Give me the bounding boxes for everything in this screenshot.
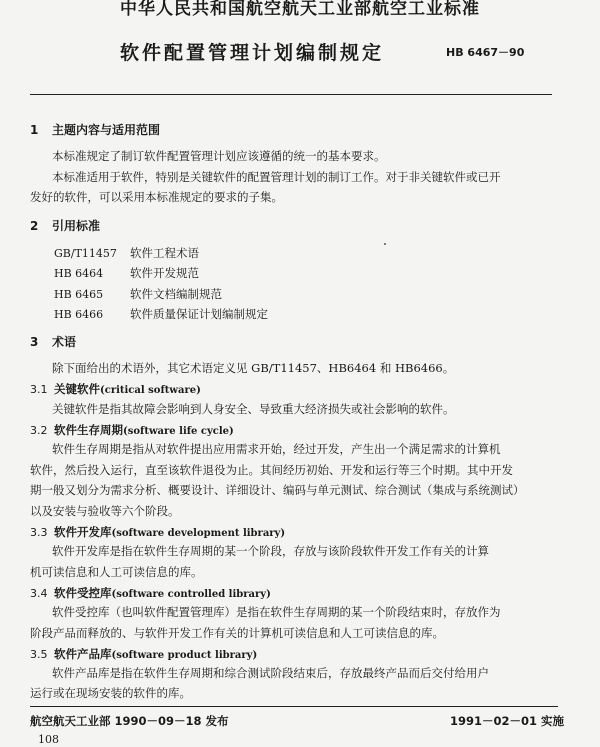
- issuer-standard-header: 中华人民共和国航空航天工业部航空工业标准: [120, 0, 480, 19]
- section-number: 1: [30, 123, 39, 137]
- term-heading: [30, 646, 257, 662]
- section-number: 2: [30, 219, 39, 233]
- term-english: (software development library): [111, 528, 286, 539]
- effective-date: 1991－02－01 实施: [450, 714, 565, 728]
- term-definition-line: 机可读信息和人工可读信息的库。: [30, 565, 203, 579]
- issue-date: 航空航天工业部 1990－09－18 发布: [30, 714, 229, 728]
- term-english: (software life cycle): [123, 426, 234, 437]
- standard-code: HB 6467－90: [446, 46, 525, 59]
- section-3-intro: 除下面给出的术语外，其它术语定义见 GB/T11457、HB6464 和 HB6466。: [52, 361, 455, 375]
- reference-name: 软件工程术语: [130, 246, 199, 260]
- term-number: 3.3: [30, 526, 48, 539]
- term-definition-line: 关键软件是指其故障会影响到人身安全、导致重大经济损失或社会影响的软件。: [52, 402, 455, 416]
- term-number: 3.2: [30, 424, 48, 437]
- reference-name: 软件质量保证计划编制规定: [130, 307, 268, 321]
- page-number: 108: [38, 733, 59, 746]
- term-definition-line: 软件产品库是指在软件生存周期和综合测试阶段结束后，存放最终产品而后交付给用户: [52, 666, 489, 680]
- reference-code: GB/T11457: [54, 247, 117, 260]
- term-definition-line: 期一般又划分为需求分析、概要设计、详细设计、编码与单元测试、综合测试（集成与系统测试）: [30, 483, 525, 497]
- term-definition-line: 软件生存周期是指从对软件提出应用需求开始，经过开发，产生出一个满足需求的计算机: [52, 442, 501, 456]
- term-chinese: 软件生存周期: [54, 423, 123, 437]
- term-number: 3.4: [30, 587, 48, 600]
- term-definition-line: 阶段产品而释放的、与软件开发工作有关的计算机可读信息和人工可读信息的库。: [30, 626, 444, 640]
- section-1-para-2-line-2: 发好的软件，可以采用本标准规定的要求的子集。: [30, 190, 283, 204]
- term-heading: [30, 381, 201, 397]
- header-rule: [30, 94, 552, 95]
- reference-code: HB 6464: [54, 267, 104, 280]
- scan-speck: [384, 243, 386, 245]
- section-title: 主题内容与适用范围: [52, 123, 161, 137]
- footer-rule: [30, 706, 558, 707]
- section-title: 术语: [52, 335, 77, 349]
- term-definition-line: 以及安装与验收等六个阶段。: [30, 504, 180, 518]
- section-1-heading: [30, 121, 160, 138]
- term-english: (critical software): [100, 385, 201, 396]
- section-title: 引用标准: [52, 219, 101, 233]
- term-definition-line: 运行或在现场安装的软件的库。: [30, 686, 191, 700]
- term-definition-line: 软件受控库（也叫软件配置管理库）是指在软件生存周期的某一个阶段结束时，存放作为: [52, 605, 501, 619]
- term-english: (software controlled library): [111, 589, 271, 600]
- term-number: 3.1: [30, 383, 48, 396]
- section-1-para-2-line-1: 本标准适用于软件，特别是关键软件的配置管理计划的制订工作。对于非关键软件或已开: [52, 170, 501, 184]
- document-title: 软件配置管理计划编制规定: [120, 42, 385, 64]
- reference-item: [54, 262, 199, 285]
- term-english: (software product library): [111, 650, 258, 661]
- reference-code: HB 6465: [54, 288, 104, 301]
- term-number: 3.5: [30, 648, 48, 661]
- reference-code: HB 6466: [54, 308, 104, 321]
- term-definition-line: 软件开发库是指在软件生存周期的某一个阶段，存放与该阶段软件开发工作有关的计算: [52, 544, 489, 558]
- reference-name: 软件文档编制规范: [130, 287, 222, 301]
- section-number: 3: [30, 335, 39, 349]
- term-definition-line: 软件，然后投入运行，直至该软件退役为止。其间经历初始、开发和运行等三个时期。其中开发: [30, 463, 513, 477]
- section-2-heading: [30, 217, 100, 234]
- section-1-para-1: 本标准规定了制订软件配置管理计划应该遵循的统一的基本要求。: [52, 149, 386, 163]
- term-chinese: 软件受控库: [54, 586, 112, 600]
- reference-item: [54, 303, 268, 326]
- term-heading: [30, 524, 285, 540]
- reference-name: 软件开发规范: [130, 266, 199, 280]
- term-heading: [30, 585, 271, 601]
- term-chinese: 软件产品库: [54, 647, 112, 661]
- term-chinese: 关键软件: [54, 382, 100, 396]
- term-chinese: 软件开发库: [54, 525, 112, 539]
- term-heading: [30, 422, 234, 438]
- section-3-heading: [30, 333, 76, 350]
